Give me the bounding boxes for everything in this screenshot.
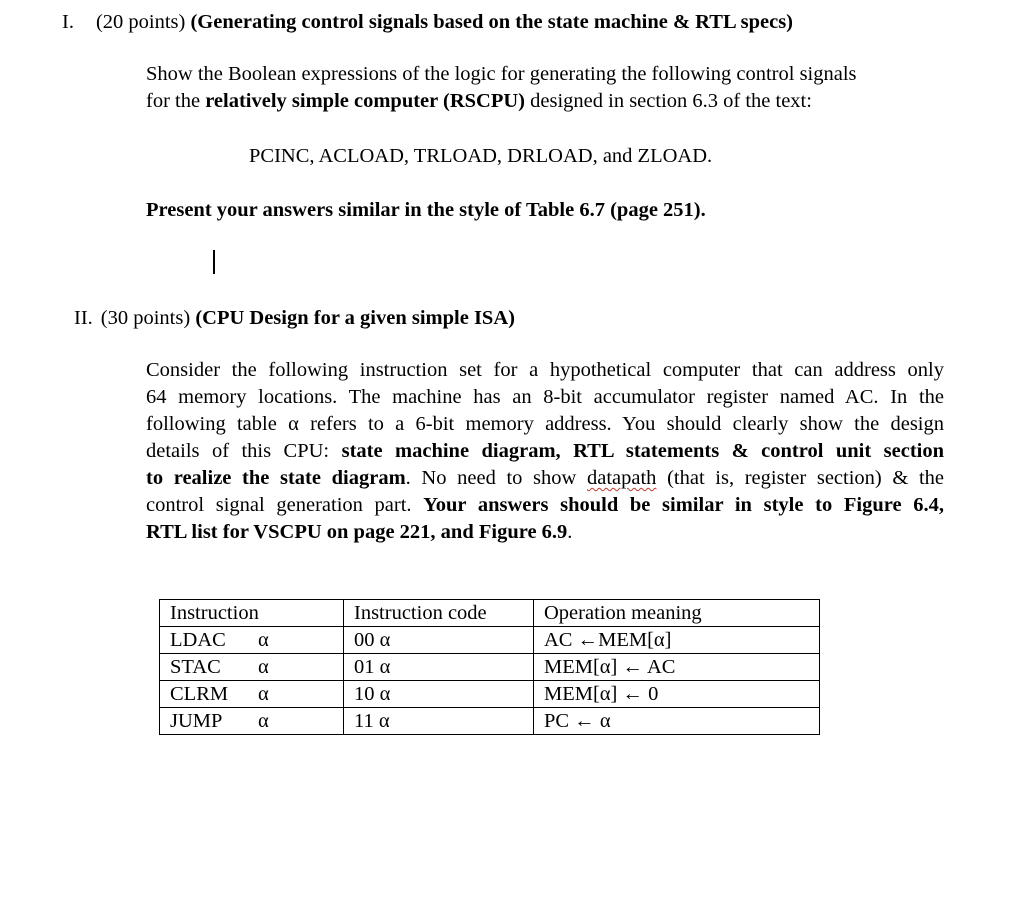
q2-line5: to realize the state diagram. No need to show datapath (that is, register section) & the [146, 467, 945, 489]
q1-heading [62, 9, 793, 35]
q1-signals: PCINC, ACLOAD, TRLOAD, DRLOAD, and ZLOAD. [249, 145, 713, 167]
q1-number: I. [62, 11, 74, 33]
table-row [160, 654, 820, 681]
q2-line4: details of this CPU: state machine diagram, RTL statements & control unit section [146, 440, 944, 462]
operation-meaning: MEM[α] ← AC [534, 654, 820, 681]
header-operation-meaning: Operation meaning [534, 600, 820, 627]
mnemonic: STAC [170, 656, 221, 678]
table-row [160, 681, 820, 708]
q1-present: Present your answers similar in the style of Table 6.7 (page 251). [146, 199, 706, 221]
mnemonic: CLRM [170, 683, 229, 705]
instruction-table [159, 599, 820, 735]
q1-line1: Show the Boolean expressions of the logic for generating the following control signals [146, 63, 857, 85]
q1-line2: for the relatively simple computer (RSCPU) designed in section 6.3 of the text: [146, 90, 812, 112]
instruction-code: 01 α [344, 654, 534, 681]
operand: α [258, 656, 269, 678]
table-header-row [160, 600, 820, 627]
mnemonic: JUMP [170, 710, 223, 732]
instruction-code: 00 α [344, 627, 534, 654]
operation-meaning: PC ← α [534, 708, 820, 735]
table-row [160, 627, 820, 654]
instruction-code: 10 α [344, 681, 534, 708]
header-instruction-code: Instruction code [344, 600, 534, 627]
q1-points: (20 points) [95, 11, 186, 33]
q2-line3: following table α refers to a 6-bit memory address. You should clearly show the design [146, 413, 944, 435]
text-cursor [213, 250, 215, 274]
spelling-underline: datapath [586, 467, 657, 489]
operand: α [258, 629, 269, 651]
operation-meaning: MEM[α] ← 0 [534, 681, 820, 708]
q2-title: (CPU Design for a given simple ISA) [195, 307, 515, 329]
q2-number: II. [74, 307, 93, 329]
instruction-code: 11 α [344, 708, 534, 735]
q1-title: (Generating control signals based on the state machine & RTL specs) [190, 11, 793, 33]
operation-meaning: AC ←MEM[α] [534, 627, 820, 654]
q1-paragraph [146, 61, 944, 115]
operand: α [258, 683, 269, 705]
q2-line2: 64 memory locations. The machine has an 8-bit accumulator register named AC. In the [146, 386, 944, 408]
q2-line1: Consider the following instruction set for a hypothetical computer that can address only [146, 359, 944, 381]
table-row [160, 708, 820, 735]
q2-line6: control signal generation part. Your answers should be similar in style to Figure 6.4, [146, 494, 944, 516]
operand: α [258, 710, 269, 732]
q2-heading [74, 305, 515, 331]
q2-paragraph [146, 357, 944, 546]
mnemonic: LDAC [170, 629, 226, 651]
q2-line7: RTL list for VSCPU on page 221, and Figure 6.9. [146, 521, 573, 543]
q2-points: (30 points) [100, 307, 191, 329]
header-instruction: Instruction [160, 600, 344, 627]
